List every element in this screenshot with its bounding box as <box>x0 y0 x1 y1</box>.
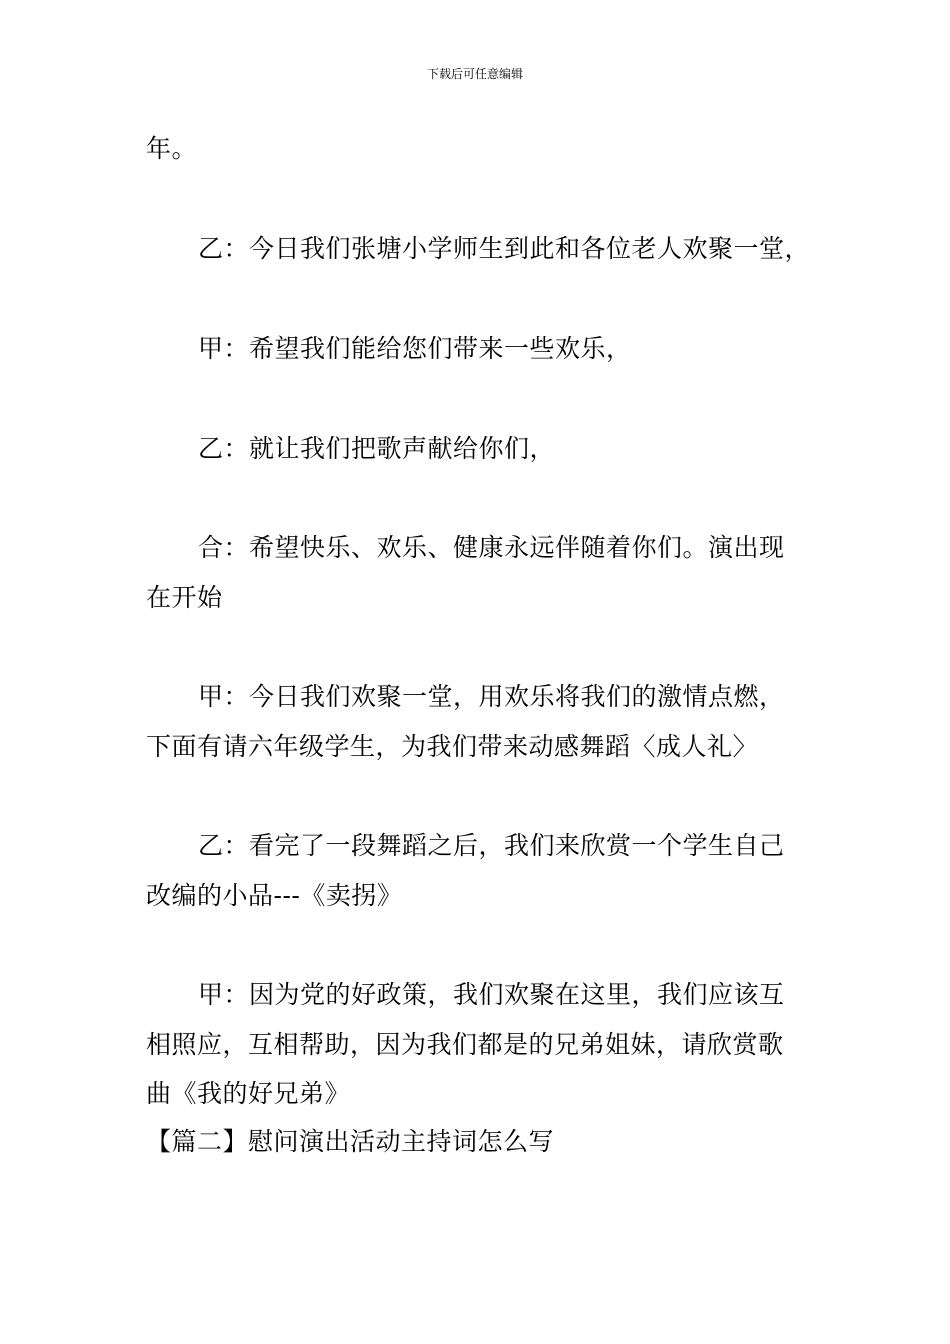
paragraph-line: 乙：看完了一段舞蹈之后，我们来欣赏一个学生自己 <box>198 831 785 860</box>
paragraph-line: 乙：今日我们张塘小学师生到此和各位老人欢聚一堂， <box>198 234 811 263</box>
paragraph-line: 甲：因为党的好政策，我们欢聚在这里，我们应该互 <box>198 980 785 1009</box>
paragraph-line: 甲：今日我们欢聚一堂，用欢乐将我们的激情点燃， <box>198 682 785 711</box>
paragraph-line: 在开始 <box>146 583 223 612</box>
paragraph-line: 合：希望快乐、欢乐、健康永远伴随着你们。演出现 <box>198 533 785 562</box>
paragraph-line: 乙：就让我们把歌声献给你们， <box>198 434 556 463</box>
paragraph-line: 相照应，互相帮助，因为我们都是的兄弟姐妹，请欣赏歌 <box>146 1030 784 1059</box>
paragraph-line: 甲：希望我们能给您们带来一些欢乐， <box>198 334 632 363</box>
paragraph-line: 改编的小品---《卖拐》 <box>146 881 403 910</box>
section-heading: 【篇二】慰问演出活动主持词怎么写 <box>146 1127 555 1156</box>
paragraph-line: 下面有请六年级学生，为我们带来动感舞蹈〈成人礼〉 <box>146 732 759 761</box>
paragraph-line: 年。 <box>146 134 198 163</box>
paragraph-line: 曲《我的好兄弟》 <box>146 1079 351 1108</box>
page-header: 下载后可任意编辑 <box>426 67 523 81</box>
